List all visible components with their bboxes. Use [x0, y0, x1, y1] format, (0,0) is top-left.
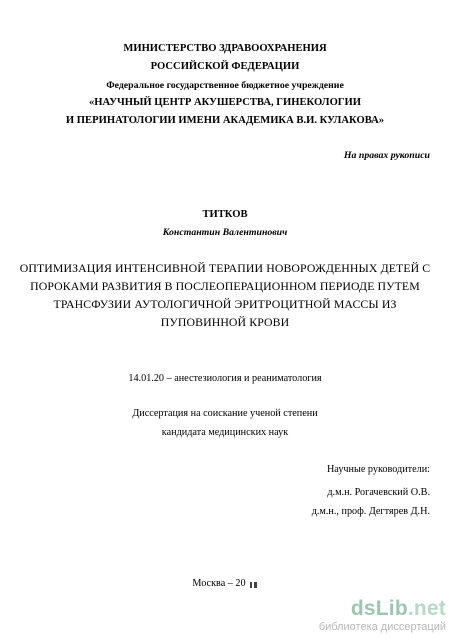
manuscript-note: На правах рукописи	[343, 150, 430, 161]
supervisor-name: д.м.н., проф. Дегтярев Д.Н.	[311, 506, 430, 517]
author-given-names: Константин Валентинович	[162, 227, 288, 238]
dslib-subtitle: библиотека диссертаций	[318, 621, 446, 633]
degree-line-1: Диссертация на соискание ученой степени	[132, 408, 318, 419]
federation-heading: РОССИЙСКОЙ ФЕДЕРАЦИИ	[150, 61, 300, 72]
dslib-logo	[319, 598, 446, 620]
specialty-code: 14.01.20 – анестезиология и реаниматология	[128, 373, 322, 384]
place-year-text: Москва – 20	[192, 578, 246, 589]
title-line-4: ПУПОВИННОЙ КРОВИ	[160, 315, 290, 329]
title-line-2: ПОРОКАМИ РАЗВИТИЯ В ПОСЛЕОПЕРАЦИОННОМ ПЕРИОДЕ ПУТЕМ	[30, 279, 420, 293]
author-surname: ТИТКОВ	[202, 209, 248, 220]
institution-type: Федеральное государственное бюджетное учреждение	[106, 80, 344, 91]
supervisors-heading: Научные руководители:	[326, 464, 430, 475]
dslib-logo-main: dsLib	[350, 597, 408, 620]
institution-name-line-1: «НАУЧНЫЙ ЦЕНТР АКУШЕРСТВА, ГИНЕКОЛОГИИ	[88, 97, 362, 108]
title-line-3: ТРАНСФУЗИИ АУТОЛОГИЧНОЙ ЭРИТРОЦИТНОЙ МАССЫ ИЗ	[53, 297, 397, 311]
degree-line-2: кандидата медицинских наук	[161, 427, 289, 438]
supervisor-name: д.м.н. Рогачевский О.В.	[327, 487, 430, 498]
obscured-year-digits	[246, 580, 258, 587]
dslib-watermark	[319, 598, 446, 633]
institution-name-line-2: И ПЕРИНАТОЛОГИИ ИМЕНИ АКАДЕМИКА В.И. КУЛАКОВА»	[65, 115, 385, 126]
place-year	[0, 578, 450, 589]
title-line-1: ОПТИМИЗАЦИЯ ИНТЕНСИВНОЙ ТЕРАПИИ НОВОРОЖДЕННЫХ ДЕТЕЙ С	[19, 261, 431, 275]
dslib-logo-tld: .net	[407, 597, 446, 620]
ministry-heading: МИНИСТЕРСТВО ЗДРАВООХРАНЕНИЯ	[123, 43, 327, 54]
